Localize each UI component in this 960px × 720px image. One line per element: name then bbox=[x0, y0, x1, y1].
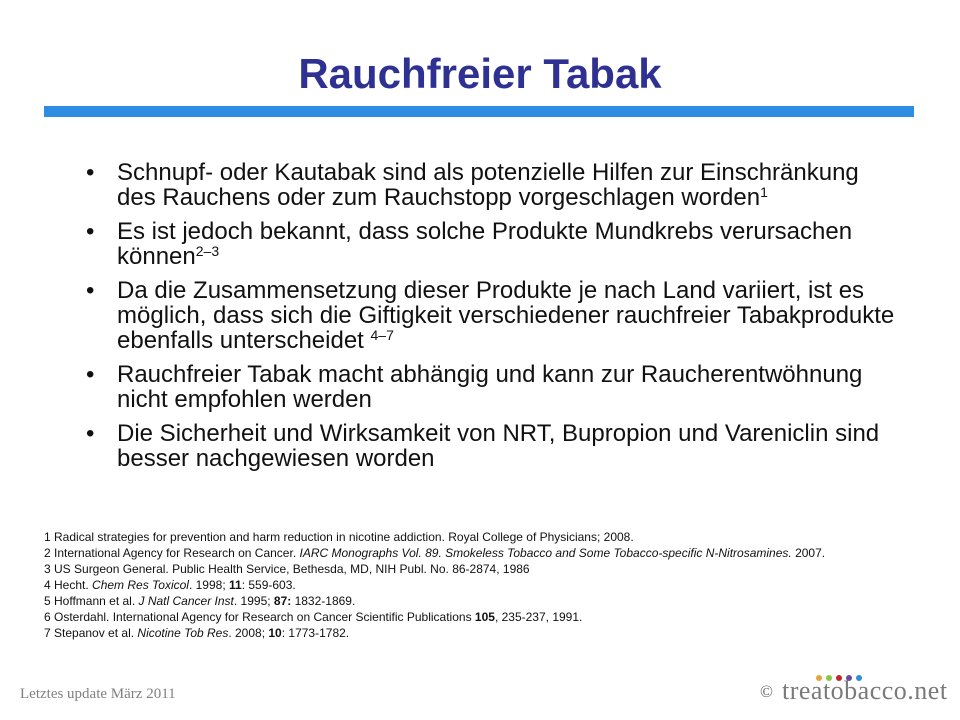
logo-text: treatobacco.net bbox=[782, 676, 948, 705]
logo-dots bbox=[816, 668, 866, 676]
bullet-item bbox=[80, 160, 900, 210]
reference-text: 5 Hoffmann et al. bbox=[44, 594, 139, 608]
last-updated-text: Letztes update März 2011 bbox=[20, 686, 176, 702]
bullet-text: Rauchfreier Tabak macht abhängig und kann zur Raucherentwöhnung nicht empfohlen werden bbox=[117, 361, 863, 413]
reference-text: 7 Stepanov et al. bbox=[44, 626, 138, 640]
reference-item bbox=[44, 609, 924, 625]
reference-item bbox=[44, 577, 924, 593]
bullet-item bbox=[80, 421, 900, 471]
bullet-marker: • bbox=[86, 218, 95, 245]
reference-volume: 105 bbox=[474, 610, 495, 624]
bullet-reference: 4–7 bbox=[370, 327, 394, 343]
reference-journal: Nicotine Tob Res bbox=[137, 626, 229, 640]
bullet-list bbox=[80, 160, 900, 480]
bullet-item bbox=[80, 278, 900, 353]
reference-text: 6 Osterdahl. International Agency for Research on Cancer Scientific Publications bbox=[44, 610, 475, 624]
reference-text: 2007. bbox=[791, 546, 826, 560]
bullet-reference: 1 bbox=[760, 184, 768, 200]
bullet-marker: • bbox=[86, 159, 95, 186]
bullet-text: Es ist jedoch bekannt, dass solche Produkte Mundkrebs verursachen können bbox=[117, 218, 853, 270]
reference-text: 2 International Agency for Research on Cancer. bbox=[44, 546, 300, 560]
treatobacco-logo bbox=[760, 668, 950, 712]
reference-journal: Chem Res Toxicol bbox=[92, 578, 189, 592]
reference-volume: 10 bbox=[268, 626, 282, 640]
reference-volume: 87: bbox=[273, 594, 292, 608]
reference-text: . 2008; bbox=[228, 626, 269, 640]
reference-item bbox=[44, 625, 924, 641]
reference-text: 4 Hecht. bbox=[44, 578, 93, 592]
reference-item bbox=[44, 593, 924, 609]
reference-item bbox=[44, 561, 924, 577]
bullet-marker: • bbox=[86, 361, 95, 388]
bullet-item bbox=[80, 219, 900, 269]
reference-pages: , 235-237, 1991. bbox=[494, 610, 583, 624]
reference-journal: J Natl Cancer Inst bbox=[138, 594, 234, 608]
reference-text: 1 Radical strategies for prevention and harm reduction in nicotine addiction. Royal College of Physicians; 2008. bbox=[44, 530, 634, 544]
copyright-icon: © bbox=[760, 682, 773, 701]
reference-text: . 1998; bbox=[188, 578, 229, 592]
reference-journal: IARC Monographs Vol. 89. Smokeless Tobacco and Some Tobacco-specific N-Nitrosamines. bbox=[299, 546, 792, 560]
bullet-marker: • bbox=[86, 277, 95, 304]
reference-text: 3 US Surgeon General. Public Health Service, Bethesda, MD, NIH Publ. No. 86-2874, 1986 bbox=[44, 562, 530, 576]
bullet-text: Schnupf- oder Kautabak sind als potenzielle Hilfen zur Einschränkung des Rauchens oder zum Rauchstopp vorgeschlagen worden bbox=[117, 159, 859, 211]
bullet-marker: • bbox=[86, 420, 95, 447]
reference-item bbox=[44, 529, 924, 545]
reference-volume: 11 bbox=[229, 578, 242, 592]
slide-title: Rauchfreier Tabak bbox=[298, 50, 662, 97]
bullet-text: Da die Zusammensetzung dieser Produkte je nach Land variiert, ist es möglich, dass sich die Giftigkeit verschiedener rauchfreier Tabakprodukte ebenfalls unterscheidet bbox=[117, 277, 895, 354]
bullet-text: Die Sicherheit und Wirksamkeit von NRT, Bupropion und Vareniclin sind besser nachgewiesen worden bbox=[117, 420, 880, 472]
reference-pages: : 559-603. bbox=[241, 578, 296, 592]
reference-list bbox=[44, 529, 924, 641]
reference-pages: 1832-1869. bbox=[291, 594, 356, 608]
reference-item bbox=[44, 545, 924, 561]
reference-pages: : 1773-1782. bbox=[281, 626, 350, 640]
bullet-reference: 2–3 bbox=[195, 243, 220, 259]
reference-text: . 1995; bbox=[233, 594, 274, 608]
bullet-item bbox=[80, 362, 900, 412]
title-underline bbox=[44, 106, 914, 117]
